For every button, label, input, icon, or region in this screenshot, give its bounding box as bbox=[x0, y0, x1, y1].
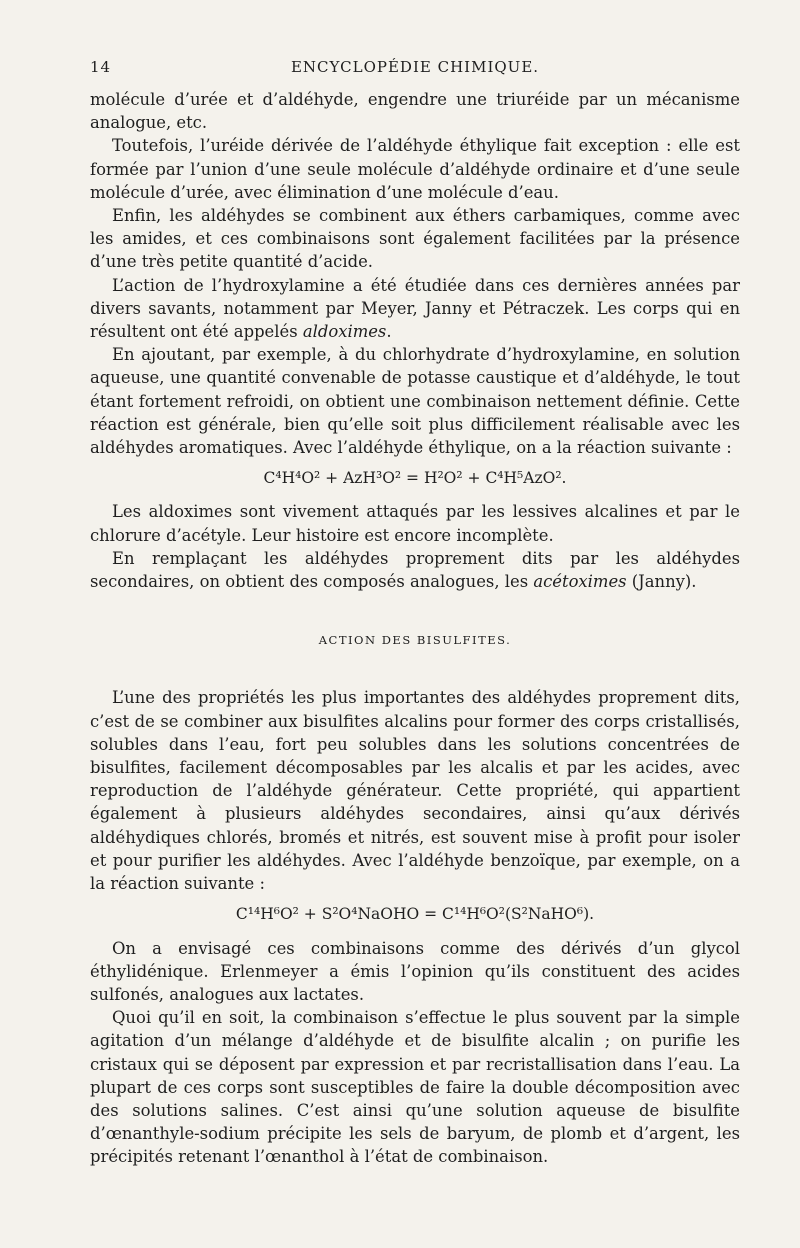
paragraph-3: Enfin, les aldéhydes se combinent aux éthers carbamiques, comme avec les amides, et ces combinaisons sont également facilitées par la présence d’une très petite quantité d’acide. bbox=[90, 206, 740, 272]
paragraph-9: On a envisagé ces combinaisons comme des dérivés d’un glycol éthylidénique. Erlenmeyer a émis l’opinion qu’ils constituent des acides sulfonés, analogues aux lactates. bbox=[90, 938, 740, 1004]
paragraph-4 bbox=[90, 274, 740, 344]
paragraph-5: En ajoutant, par exemple, à du chlorhydrate d’hydroxylamine, en solution aqueuse, une quantité convenable de potasse caustique et d’aldéhyde, le tout étant fortement refroidi, on obtient une combinaison nettement définie. Cette réaction est générale, bien qu’elle soit plus difficilement réalisable avec les aldéhydes aromatiques. Avec l’aldéhyde éthylique, on a la réaction suivante : bbox=[90, 345, 740, 458]
running-title: ENCYCLOPÉDIE CHIMIQUE. bbox=[290, 58, 540, 76]
paragraph-7 bbox=[90, 547, 740, 593]
paragraph-1: molécule d’urée et d’aldéhyde, engendre une triuréide par un mécanisme analogue, etc. bbox=[90, 90, 740, 133]
page-header bbox=[90, 58, 740, 80]
paragraph-8: L’une des propriétés les plus importantes des aldéhydes proprement dits, c’est de se combiner aux bisulfites alcalins pour former des corps cristallisés, solubles dans l’eau, fort peu solubles dans les solutions concentrées de bisulfites, facilement décomposables par les alcalis et par les acides, avec reproduction de l’aldéhyde générateur. Cette propriété, qui appartient également à plusieurs aldéhydes secondaires, ainsi qu’aux dérivés aldéhydiques chlorés, bromés et nitrés, est souvent mise à profit pour isoler et pour purifier les aldéhydes. Avec l’aldéhyde benzoïque, par exemple, on a la réaction suivante : bbox=[90, 688, 740, 894]
page-number: 14 bbox=[90, 58, 112, 76]
term-acetoximes: acétoximes bbox=[533, 572, 627, 592]
term-aldoximes: aldoximes bbox=[302, 322, 387, 342]
section-title: ACTION DES BISULFITES. bbox=[318, 633, 512, 648]
paragraph-4-end: . bbox=[386, 322, 392, 342]
paragraph-4-text: L’action de l’hydroxylamine a été étudiée dans ces dernières années par divers savants, notamment par Meyer, Janny et Pétraczek. Les corps qui en résultent ont été appelés bbox=[90, 275, 740, 342]
formula-aldoxime: C⁴H⁴O² + AzH³O² = H²O² + C⁴H⁵AzO². bbox=[263, 469, 567, 488]
formula-bisulfite: C¹⁴H⁶O² + S²O⁴NaOHO = C¹⁴H⁶O²(S²NaHO⁶). bbox=[235, 905, 595, 924]
paragraph-10: Quoi qu’il en soit, la combinaison s’effectue le plus souvent par la simple agitation d’un mélange d’aldéhyde et de bisulfite alcalin ; on purifie les cristaux qui se déposent par expression et par recristallisation dans l’eau. La plupart de ces corps sont susceptibles de faire la double décomposition avec des solutions salines. C’est ainsi qu’une solution aqueuse de bisulfite d’œnanthyle-sodium précipite les sels de baryum, de plomb et d’argent, les précipités retenant l’œnanthol à l’état de combinaison. bbox=[90, 1008, 740, 1167]
paragraph-7-end: (Janny). bbox=[626, 572, 697, 592]
paragraph-6: Les aldoximes sont vivement attaqués par les lessives alcalines et par le chlorure d’acétyle. Leur histoire est encore incomplète. bbox=[90, 502, 740, 545]
paragraph-2: Toutefois, l’uréide dérivée de l’aldéhyde éthylique fait exception : elle est formée par l’union d’une seule molécule d’aldéhyde ordinaire et d’une seule molécule d’urée, avec élimination d’une molécule d’eau. bbox=[90, 136, 740, 202]
page-body bbox=[90, 88, 740, 1169]
paragraph-7-text: En remplaçant les aldéhydes proprement dits par les aldéhydes secondaires, on obtient des composés analogues, les bbox=[90, 548, 740, 592]
